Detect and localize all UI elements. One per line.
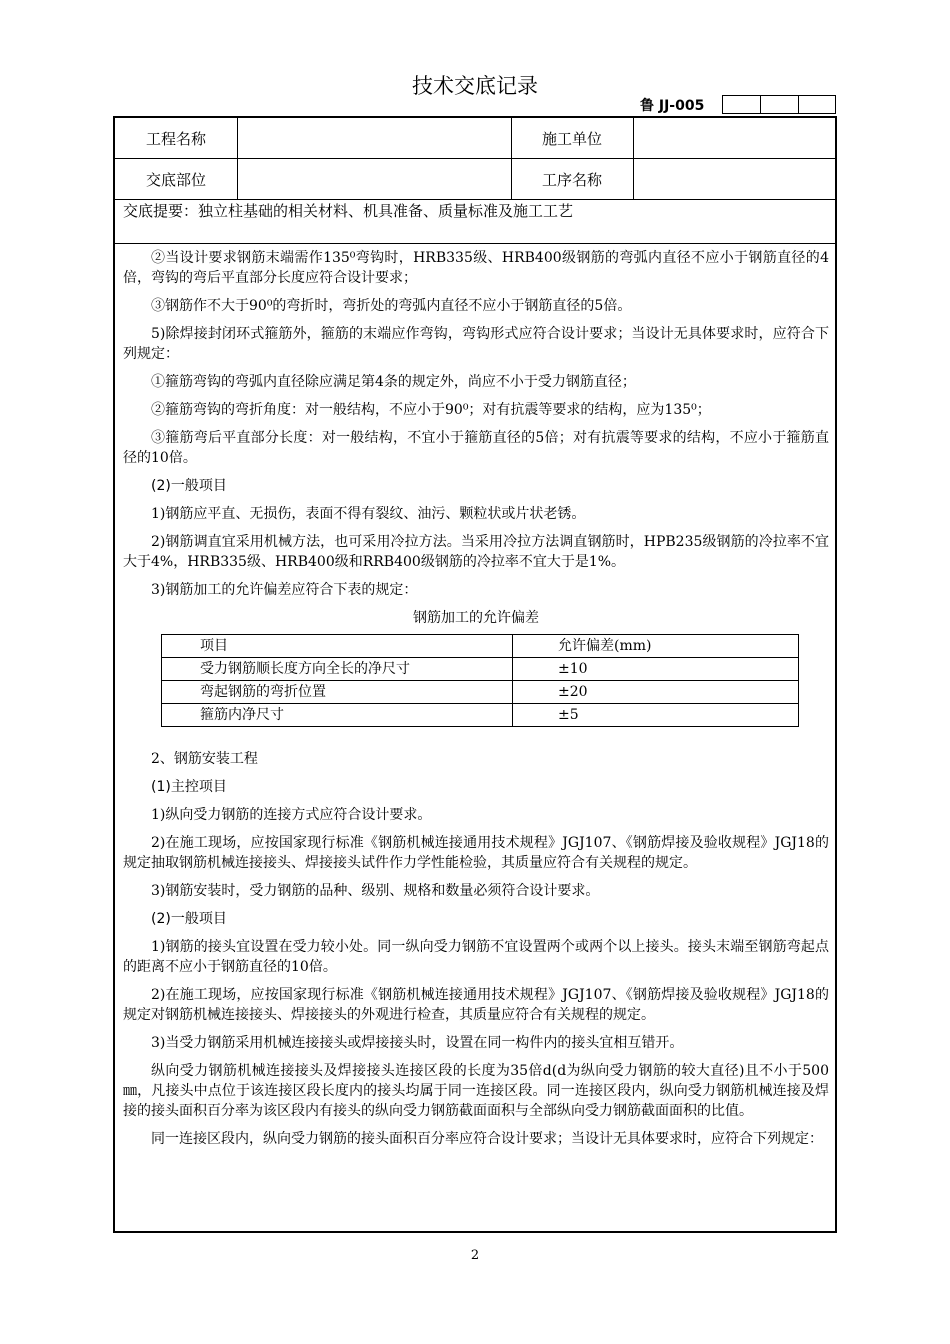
tolerance-table xyxy=(161,634,799,727)
content-body xyxy=(123,248,829,1157)
project-name-value xyxy=(237,118,511,158)
page-number: 2 xyxy=(470,1248,480,1263)
table-cell: 受力钢筋顺长度方向全长的净尺寸 xyxy=(162,658,513,681)
heading-general-items: (2)一般项目 xyxy=(151,478,227,494)
paragraph: 2)钢筋调直宜采用机械方法，也可采用冷拉方法。当采用冷拉方法调直钢筋时，HPB235级钢筋的冷拉率不宜大于4%，HRB335级、HRB400级和RRB400级钢筋的冷拉率不宜大于是1%。 xyxy=(123,534,829,570)
project-name-label: 工程名称 xyxy=(145,129,206,148)
divider xyxy=(115,243,835,244)
document-title: 技术交底记录 xyxy=(412,74,538,98)
heading-main-items: (1)主控项目 xyxy=(151,779,227,795)
table-row xyxy=(162,704,799,727)
table-row xyxy=(162,681,799,704)
table-header-cell: 项目 xyxy=(162,635,513,658)
paragraph: 1)钢筋应平直、无损伤，表面不得有裂纹、油污、颗粒状或片状老锈。 xyxy=(151,506,586,522)
paragraph: ③钢筋作不大于90⁰的弯折时，弯折处的弯弧内直径不应小于钢筋直径的5倍。 xyxy=(151,298,632,314)
construction-unit-label: 施工单位 xyxy=(541,129,602,148)
process-value xyxy=(633,159,835,199)
divider xyxy=(511,118,512,199)
paragraph: 3)当受力钢筋采用机械连接接头或焊接接头时，设置在同一构件内的接头宜相互错开。 xyxy=(151,1035,684,1051)
code-box xyxy=(760,95,798,114)
process-label: 工序名称 xyxy=(541,170,602,189)
table-cell: ±20 xyxy=(513,681,799,704)
section-heading: 2、钢筋安装工程 xyxy=(151,751,258,767)
form-code: 鲁 JJ-005 xyxy=(640,98,705,114)
table-row xyxy=(162,658,799,681)
paragraph: 2)在施工现场，应按国家现行标准《钢筋机械连接通用技术规程》JGJ107、《钢筋焊接及验收规程》JGJ18的规定抽取钢筋机械连接接头、焊接接头试件作力学性能检验，其质量应符合有关规程的规定。 xyxy=(123,835,829,871)
paragraph: ①箍筋弯钩的弯弧内直径除应满足第4条的规定外，尚应不小于受力钢筋直径； xyxy=(151,374,636,390)
table-cell: ±10 xyxy=(513,658,799,681)
form-code-row xyxy=(640,95,714,115)
table-caption: 钢筋加工的允许偏差 xyxy=(413,610,539,626)
paragraph: ③箍筋弯后平直部分长度：对一般结构，不宜小于箍筋直径的5倍；对有抗震等要求的结构，不应小于箍筋直径的10倍。 xyxy=(123,430,829,466)
paragraph: 1)纵向受力钢筋的连接方式应符合设计要求。 xyxy=(151,807,432,823)
code-box xyxy=(798,95,836,114)
table-header-cell: 允许偏差(mm) xyxy=(513,635,799,658)
paragraph: 2)在施工现场，应按国家现行标准《钢筋机械连接通用技术规程》JGJ107、《钢筋焊接及验收规程》JGJ18的规定对钢筋机械连接接头、焊接接头的外观进行检查，其质量应符合有关规程的规定。 xyxy=(123,987,829,1023)
table-cell: 箍筋内净尺寸 xyxy=(162,704,513,727)
table-cell: 弯起钢筋的弯折位置 xyxy=(162,681,513,704)
paragraph: 3)钢筋安装时，受力钢筋的品种、级别、规格和数量必须符合设计要求。 xyxy=(151,883,600,899)
location-value xyxy=(237,159,511,199)
summary: 交底提要：独立柱基础的相关材料、机具准备、质量标准及施工工艺 xyxy=(123,202,574,220)
paragraph: 纵向受力钢筋机械连接接头及焊接接头连接区段的长度为35倍d(d为纵向受力钢筋的较大直径)且不小于500㎜，凡接头中点位于该连接区段长度内的接头均属于同一连接区段。同一连接区段内，纵向受力钢筋机械连接及焊接的接头面积百分率为该区段内有接头的纵向受力钢筋截面面积与全部纵向受力钢筋截面面积的比值。 xyxy=(123,1063,829,1119)
paragraph: 同一连接区段内，纵向受力钢筋的接头面积百分率应符合设计要求；当设计无具体要求时，应符合下列规定： xyxy=(151,1131,823,1147)
paragraph: 3)钢筋加工的允许偏差应符合下表的规定： xyxy=(151,582,418,598)
header-row-2 xyxy=(115,159,835,200)
divider xyxy=(237,118,238,199)
divider xyxy=(633,118,634,199)
form-code-boxes xyxy=(722,95,836,114)
table-cell: ±5 xyxy=(513,704,799,727)
paragraph: 5)除焊接封闭环式箍筋外，箍筋的末端应作弯钩，弯钩形式应符合设计要求；当设计无具体要求时，应符合下列规定： xyxy=(123,326,829,362)
record-frame xyxy=(113,116,837,1233)
construction-unit-value xyxy=(633,118,835,158)
location-label: 交底部位 xyxy=(145,170,206,189)
code-box xyxy=(722,95,760,114)
paragraph: 1)钢筋的接头宜设置在受力较小处。同一纵向受力钢筋不宜设置两个或两个以上接头。接头末端至钢筋弯起点的距离不应小于钢筋直径的10倍。 xyxy=(123,939,829,975)
paragraph: ②箍筋弯钩的弯折角度：对一般结构，不应小于90⁰；对有抗震等要求的结构，应为135⁰； xyxy=(151,402,711,418)
table-header-row xyxy=(162,635,799,658)
paragraph: ②当设计要求钢筋末端需作135⁰弯钩时，HRB335级、HRB400级钢筋的弯弧内直径不应小于钢筋直径的4倍，弯钩的弯后平直部分长度应符合设计要求； xyxy=(123,250,829,286)
heading-general-items: (2)一般项目 xyxy=(151,911,227,927)
header-row-1 xyxy=(115,118,835,159)
